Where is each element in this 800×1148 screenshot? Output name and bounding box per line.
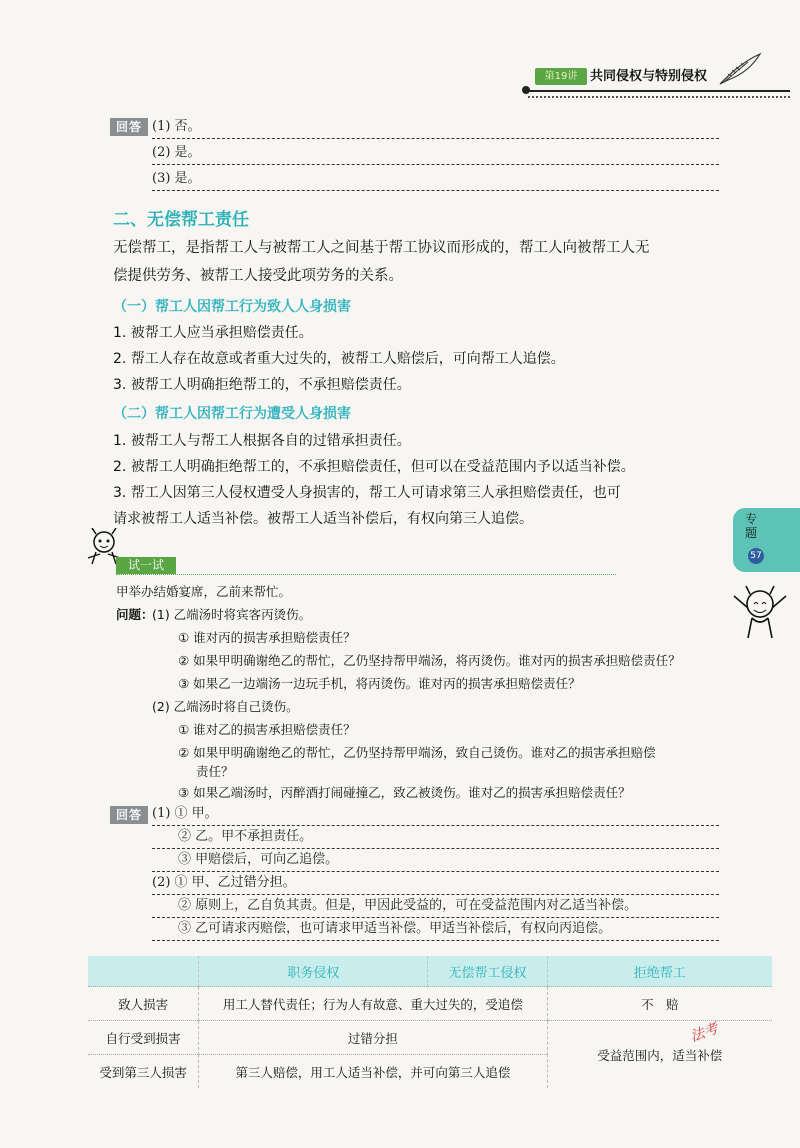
question-item: ① 谁对丙的损害承担赔偿责任？ (178, 630, 356, 645)
try-it-rule (116, 574, 616, 575)
table-cell: 致人损害 (88, 987, 199, 1021)
list-item: 1. 被帮工人应当承担赔偿责任。 (113, 325, 313, 341)
table-cell: 用工人替代责任；行为人有故意、重大过失的，受追偿 (199, 987, 547, 1021)
try-it-badge: 试一试 (116, 557, 176, 574)
table-cell: 受到第三人损害 (88, 1055, 199, 1089)
table-cell: 过错分担 (199, 1021, 547, 1055)
feather-icon (718, 52, 762, 90)
table-cell: 第三人赔偿，用工人适当补偿，并可向第三人追偿 (199, 1055, 547, 1089)
question-item: ② 如果甲明确谢绝乙的帮忙，乙仍坚持帮甲端汤，致自己烫伤。谁对乙的损害承担赔偿 (178, 745, 656, 760)
mascot-cheer-icon (730, 582, 790, 646)
answer-badge: 回答 (110, 118, 148, 136)
answer-line: ② 乙。甲不承担责任。 (152, 826, 719, 849)
answer2-block (152, 803, 719, 941)
answer-line: (1) ① 甲。 (152, 803, 719, 826)
header-rule (528, 90, 790, 92)
side-tab-label: 专题 (745, 512, 758, 540)
question-item: ③ 如果乙一边端汤一边玩手机，将丙烫伤。谁对丙的损害承担赔偿责任？ (178, 676, 581, 691)
question-item: ② 如果甲明确谢绝乙的帮忙，乙仍坚持帮甲端汤，将丙烫伤。谁对丙的损害承担赔偿责任？ (178, 653, 681, 668)
list-item: 请求被帮工人适当补偿。被帮工人适当补偿后，有权向第三人追偿。 (113, 511, 533, 527)
answer-line: (2) 是。 (152, 142, 719, 165)
list-item: 2. 帮工人存在故意或者重大过失的，被帮工人赔偿后，可向帮工人追偿。 (113, 351, 565, 367)
subsection-title: （二）帮工人因帮工行为遭受人身损害 (113, 406, 351, 422)
table-cell: 受益范围内，适当补偿 (547, 1021, 772, 1089)
table-cell: 自行受到损害 (88, 1021, 199, 1055)
table-row (88, 1021, 772, 1055)
scenario-text: 甲举办结婚宴席，乙前来帮忙。 (116, 584, 292, 599)
comparison-table (88, 956, 772, 1088)
list-item: 2. 被帮工人明确拒绝帮工的，不承担赔偿责任，但可以在受益范围内予以适当补偿。 (113, 459, 635, 475)
table-header-row (88, 956, 772, 987)
list-item: 1. 被帮工人与帮工人根据各自的过错承担责任。 (113, 433, 411, 449)
answer-line: ② 原则上，乙自负其责。但是，甲因此受益的，可在受益范围内对乙适当补偿。 (152, 895, 719, 918)
answer-line: ③ 乙可请求丙赔偿，也可请求甲适当补偿。甲适当补偿后，有权向丙追偿。 (152, 918, 719, 941)
table-cell: 不 赔 (547, 987, 772, 1021)
table-header (88, 956, 199, 987)
question-item: 责任？ (196, 764, 234, 779)
table-header: 无偿帮工侵权 (428, 956, 547, 987)
header-dotted-rule (528, 96, 790, 98)
table-row (88, 987, 772, 1021)
answer-line: (3) 是。 (152, 168, 719, 191)
section-intro (113, 234, 733, 290)
question-head: (2) 乙端汤时将自己烫伤。 (152, 699, 299, 714)
side-tab[interactable] (733, 508, 800, 572)
table-header: 职务侵权 (199, 956, 428, 987)
stamp-text: 法考 (688, 1020, 721, 1046)
question-item: ③ 如果乙端汤时，丙醉酒打闹碰撞乙，致乙被烫伤。谁对乙的损害承担赔偿责任？ (178, 785, 631, 800)
list-item: 3. 帮工人因第三人侵权遭受人身损害的，帮工人可请求第三人承担赔偿责任，也可 (113, 485, 621, 501)
answer-badge: 回答 (110, 806, 148, 824)
intro-line: 偿提供劳务、被帮工人接受此项劳务的关系。 (113, 268, 403, 284)
subsection-title: （一）帮工人因帮工行为致人人身损害 (113, 299, 351, 315)
answer-line: ③ 甲赔偿后，可向乙追偿。 (152, 849, 719, 872)
question-item: ① 谁对乙的损害承担赔偿责任？ (178, 722, 356, 737)
answer-line: (1) 否。 (152, 116, 719, 139)
intro-line: 无偿帮工，是指帮工人与被帮工人之间基于帮工协议而形成的，帮工人向被帮工人无 (113, 240, 650, 256)
list-item: 3. 被帮工人明确拒绝帮工的，不承担赔偿责任。 (113, 377, 411, 393)
table-header: 拒绝帮工 (547, 956, 772, 987)
chapter-badge: 第19讲 (535, 68, 587, 85)
page-number-badge: 57 (748, 548, 764, 564)
question-label: 问题： (116, 607, 154, 622)
answer-line: (2) ① 甲、乙过错分担。 (152, 872, 719, 895)
answer1-block (152, 116, 719, 191)
section-title: 二、无偿帮工责任 (113, 210, 249, 230)
page-header-title: 共同侵权与特别侵权 (590, 69, 708, 84)
question-head: (1) 乙端汤时将宾客丙烫伤。 (152, 607, 312, 622)
